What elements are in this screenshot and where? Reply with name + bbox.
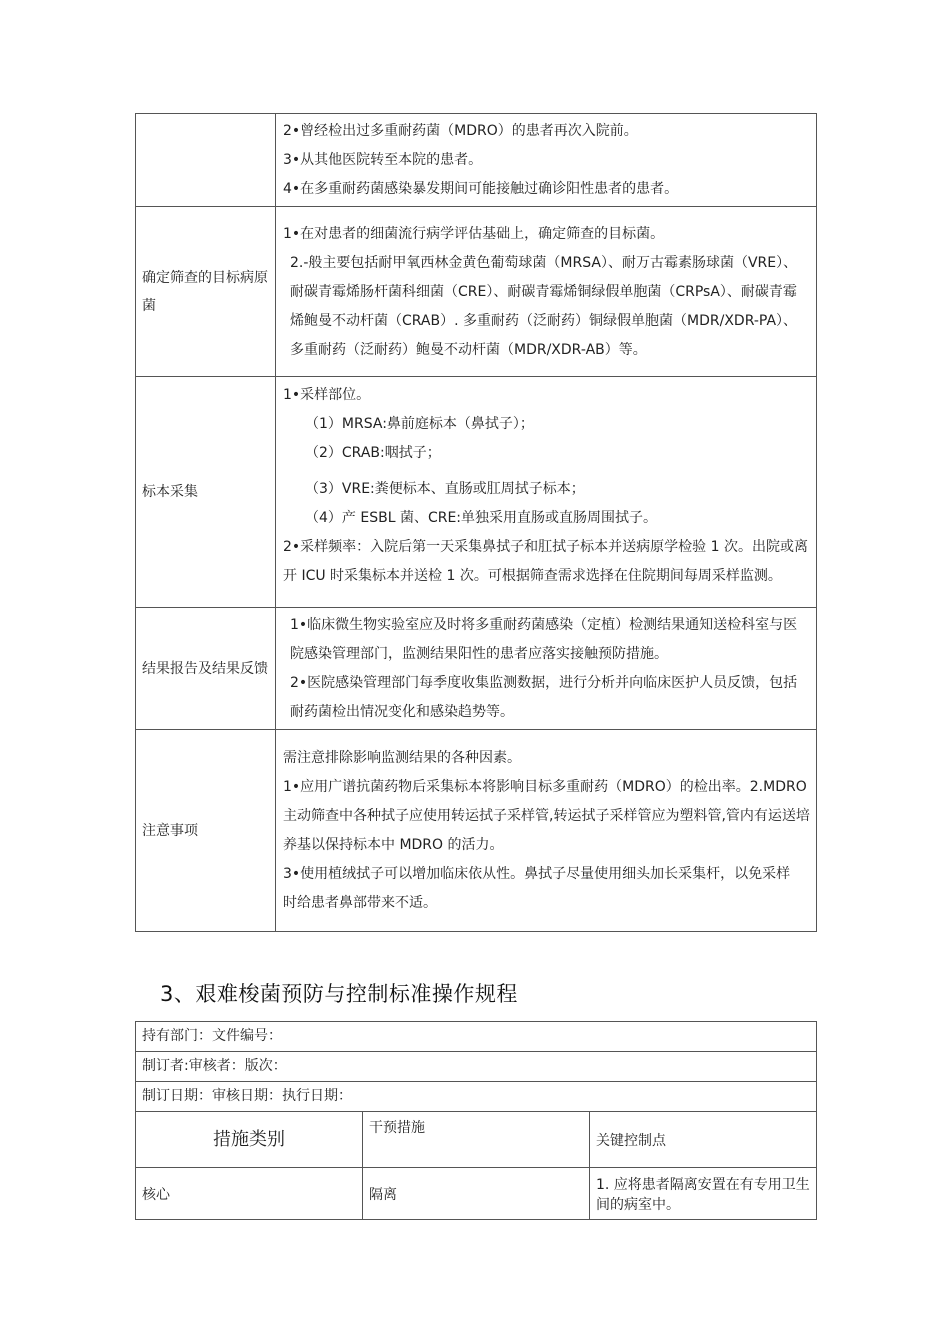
meta-department: 持有部门：文件编号： (136, 1022, 817, 1052)
row-content (276, 730, 817, 932)
table-row (136, 1052, 817, 1082)
header-category (136, 1112, 363, 1168)
list-item: （3）VRE:粪便标本、直肠或肛周拭子标本； (305, 481, 585, 497)
mdro-screening-table (135, 113, 817, 932)
list-item: 2.-般主要包括耐甲氧西林金黄色葡萄球菌（MRSA）、耐万古霉素肠球菌（VRE）、耐碳青霉烯肠杆菌科细菌（CRE）、耐碳青霉烯铜绿假单胞菌（CRPsA）、耐碳青霉烯鲍曼不动杆菌（CRAB）. 多重耐药（泛耐药）铜绿假单胞菌（MDR/XDR-PA）、多重耐药（泛耐药）鲍曼不动杆菌（MDR/XDR-AB）等。 (290, 254, 798, 358)
table-row (136, 1168, 817, 1220)
table-row (136, 377, 817, 608)
table-row (136, 207, 817, 377)
header-category-label: 措施类别 (213, 1128, 285, 1150)
list-item: （2）CRAB:咽拭子； (305, 445, 441, 461)
table-row (136, 730, 817, 932)
row-content (276, 377, 817, 608)
list-item: 3•从其他医院转至本院的患者。 (283, 152, 483, 168)
list-item: （1）MRSA:鼻前庭标本（鼻拭子）； (305, 416, 534, 432)
table-header-row (136, 1112, 817, 1168)
row-label: 结果报告及结果反馈 (136, 608, 276, 730)
row-content (276, 608, 817, 730)
list-item: 1•临床微生物实验室应及时将多重耐药菌感染（定植）检测结果通知送检科室与医院感染管理部门，监测结果阳性的患者应落实接触预防措施。 (290, 617, 798, 662)
list-item: 2•采样频率：入院后第一天采集鼻拭子和肛拭子标本并送病原学检验 1 次。出院或离开 ICU 时采集标本并送检 1 次。可根据筛查需求选择在住院期间每周采样监测。 (283, 539, 808, 584)
list-item: 2•医院感染管理部门每季度收集监测数据，进行分析并向临床医护人员反馈，包括耐药菌检出情况变化和感染趋势等。 (290, 675, 798, 720)
list-item: 需注意排除影响监测结果的各种因素。 (283, 750, 521, 766)
section-heading: 3、艰难梭菌预防与控制标准操作规程 (160, 982, 518, 1006)
row-label: 注意事项 (136, 730, 276, 932)
meta-authors: 制订者:审核者：版次： (136, 1052, 817, 1082)
list-item: 2•曾经检出过多重耐药菌（MDRO）的患者再次入院前。 (283, 123, 638, 139)
header-key-points: 关键控制点 (590, 1112, 817, 1168)
header-intervention: 干预措施 (363, 1112, 590, 1168)
cell-intervention: 隔离 (363, 1168, 590, 1220)
table-row (136, 608, 817, 730)
list-item: 1•应用广谱抗菌药物后采集标本将影响目标多重耐药（MDRO）的检出率。2.MDRO 主动筛查中各种拭子应使用转运拭子采样管,转运拭子采样管应为塑料管,管内有运送培养基以保持标本中 MDRO 的活力。 (283, 779, 810, 853)
cell-key-point: 1. 应将患者隔离安置在有专用卫生间的病室中。 (590, 1168, 817, 1220)
list-item: 4•在多重耐药菌感染暴发期间可能接触过确诊阳性患者的患者。 (283, 181, 679, 197)
list-item: 1•在对患者的细菌流行病学评估基础上，确定筛查的目标菌。 (283, 225, 665, 242)
table-row (136, 114, 817, 207)
row-label: 标本采集 (136, 377, 276, 608)
row-content-clip (283, 381, 810, 607)
row-content (276, 114, 817, 207)
list-item: 时给患者鼻部带来不适。 (283, 895, 437, 911)
table-row (136, 1022, 817, 1052)
sop-table (135, 1021, 817, 1220)
list-item: （4）产 ESBL 菌、CRE:单独采用直肠或直肠周围拭子。 (305, 510, 658, 526)
row-content (276, 207, 817, 377)
meta-dates: 制订日期：审核日期：执行日期： (136, 1082, 817, 1112)
table-row (136, 1082, 817, 1112)
list-item: 1•采样部位。 (283, 387, 371, 403)
row-label: 确定筛查的目标病原菌 (136, 207, 276, 377)
cell-category: 核心 (136, 1168, 363, 1220)
row-label-empty (136, 114, 276, 207)
list-item: 3•使用植绒拭子可以增加临床依从性。鼻拭子尽量使用细头加长采集杆，以免采样 (283, 866, 791, 882)
